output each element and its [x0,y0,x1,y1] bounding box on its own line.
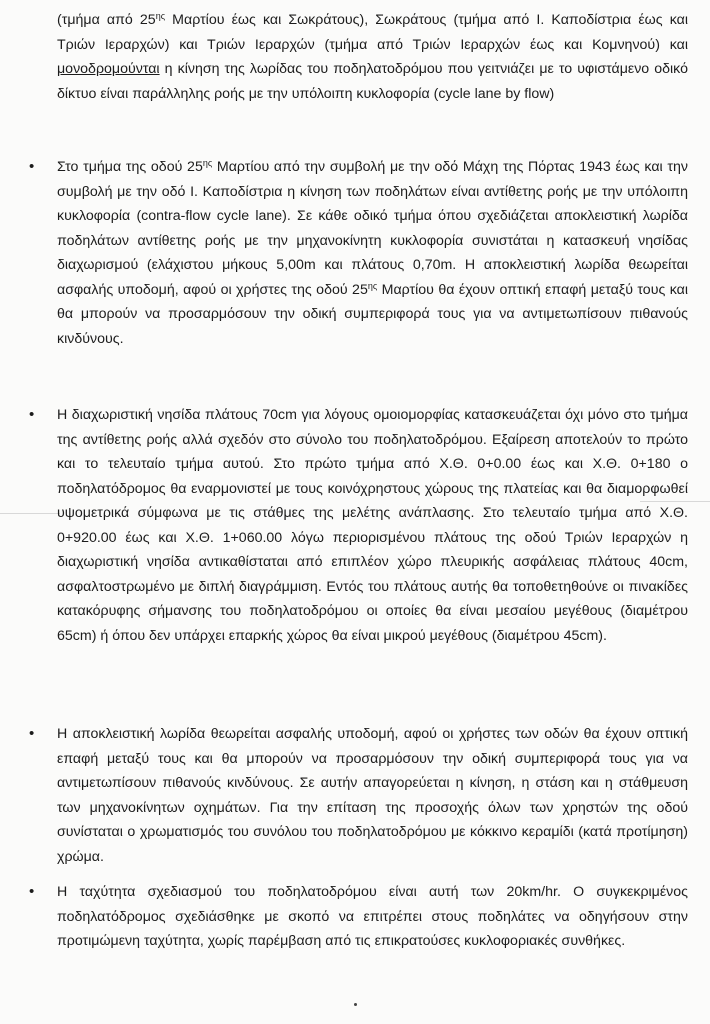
superscript: ης [367,280,378,291]
text-segment: η κίνηση της λωρίδας του ποδηλατοδρόμου που γειτνιάζει με το υφιστάμενο οδικό δίκτυο είναι παράλληλης ροής με την υπόλοιπη κυκλοφορία (cycle lane by flow) [57,61,688,102]
bullet-marker: • [29,725,35,742]
bullet-marker: • [29,158,35,175]
bullet-marker: • [29,406,35,423]
bullet-marker: • [29,883,35,900]
bullet-paragraph-4: Η ταχύτητα σχεδιασμού του ποδηλατοδρόμου είναι αυτή των 20km/hr. Ο συγκεκριμένος ποδηλατόδρομος σχεδιάσθηκε με σκοπό να επιτρέπει στους ποδηλάτες να οδηγήσουν στην προτιμώμενη ταχύτητα, χωρίς παρέμβαση από τις επικρατούσες κυκλοφοριακές συνθήκες. [57,884,688,949]
text-segment: Μαρτίου θα έχουν οπτική επαφή μεταξύ τους και θα μπορούν να προσαρμόσουν την οδική συμπεριφορά τους για να αντιμετωπίσουν πιθανούς κινδύνους. [57,281,688,347]
intro-paragraph [57,8,688,106]
bullet-paragraph-3: Η αποκλειστική λωρίδα θεωρείται ασφαλής υποδομή, αφού οι χρήστες των οδών θα έχουν οπτική επαφή μεταξύ τους και θα μπορούν να προσαρμόσουν την οδική συμπεριφορά τους για να αντιμετωπίσουν πιθανούς κινδύνους. Σε αυτήν απαγορεύεται η κίνηση, η στάση και η στάθμευση των μηχανοκίνητων οχημάτων. Για την επίταση της προσοχής όλων των χρηστών της οδού συνίσταται ο χρωματισμός του συνόλου του ποδηλατοδρόμου με κόκκινο κεραμίδι (κατά προτίμηση) χρώμα. [57,726,688,865]
text-segment: (τμήμα από 25 [57,12,156,28]
page-mark [354,1003,357,1006]
scan-artifact [0,513,60,514]
text-segment: Στο τμήμα της οδού 25 [57,159,203,175]
superscript: ης [202,158,213,168]
underlined-word: μονοδρομούνται [57,61,160,77]
text-segment: Μαρτίου από την συμβολή με την οδό Μάχη της Πόρτας 1943 έως και την συμβολή με την οδό Ι. Καποδίστρια η κίνηση των ποδηλάτων είναι αντίθετης ροής με την υπόλοιπη κυκλοφορία (contra-flow cycle lane). Σε κάθε οδικό τμήμα όπου σχεδιάζεται αποκλειστική λωρίδα ποδηλάτων αντίθετης ροής με την μηχανοκίνητη κυκλοφορία συνιστάται η κατασκευή νησίδας διαχωρισμού (ελάχιστου μήκους 5,00m και πλάτους 0,70m. Η αποκλειστική λωρίδα θεωρείται ασφαλής υποδομή, αφού οι χρήστες της οδού 25 [57,159,688,298]
text-segment: Μαρτίου έως και Σωκράτους), Σωκράτους (τμήμα από Ι. Καποδίστρια έως και Τριών Ιεραρχών) και Τριών Ιεραρχών (τμήμα από Τριών Ιεραρχών έως και Κομνηνού) και [57,12,688,53]
bullet-paragraph-1 [57,155,688,351]
bullet-paragraph-2: Η διαχωριστική νησίδα πλάτους 70cm για λόγους ομοιομορφίας κατασκευάζεται όχι μόνο στο τμήμα της αντίθετης ροής αλλά σχεδόν στο σύνολο του ποδηλατοδρόμου. Εξαίρεση αποτελούν το πρώτο και το τελευταίο τμήμα αυτού. Στο πρώτο τμήμα από Χ.Θ. 0+0.00 έως και Χ.Θ. 0+180 ο ποδηλατόδρομος θα εναρμονιστεί με τους κοινόχρηστους χώρους της πλατείας και θα διαμορφωθεί υψομετρικά σύμφωνα με τις στάθμες της μελέτης ανάπλασης. Στο τελευταίο τμήμα από Χ.Θ. 0+920.00 έως και Χ.Θ. 1+060.00 λόγω περιορισμένου πλάτους της οδού Τριών Ιεραρχών η διαχωριστική νησίδα αντικαθίσταται από επιπλέον χώρο πλευρικής ασφάλειας πλάτους 40cm, ασφαλτοστρωμένο με διπλή διαγράμμιση. Εντός του πλάτους αυτής θα τοποθετηθούνε οι πινακίδες κατακόρυφης σήμανσης του ποδηλατοδρόμου οι οποίες θα είναι μεσαίου μεγέθους (διαμέτρου 65cm) ή όπου δεν υπάρχει επαρκής χώρος θα είναι μικρού μεγέθους (διαμέτρου 45cm). [57,407,688,644]
superscript: ης [155,11,166,21]
